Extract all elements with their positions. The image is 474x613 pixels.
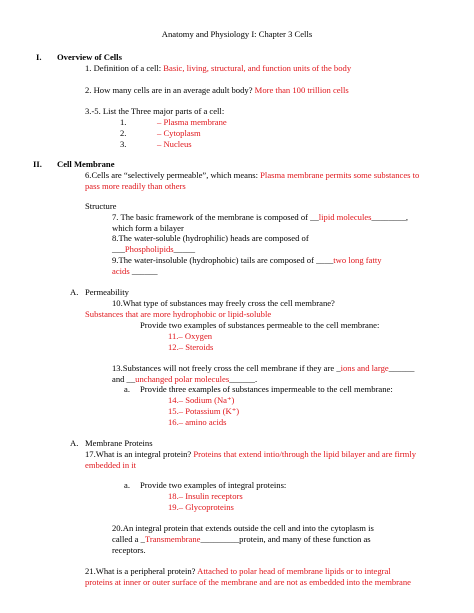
question-17-text: 17.What is an integral protein? (85, 449, 194, 459)
answer-7: lipid molecules (318, 212, 372, 222)
membrane-proteins-letter: A. (70, 438, 79, 448)
answer-1: Basic, living, structural, and function units of the body (163, 63, 352, 73)
permeability-letter: A. (70, 287, 79, 297)
question-20: 20.An integral protein that extends outside the cell and into the cytoplasm is (112, 523, 374, 533)
part-2-number: 2. (120, 128, 127, 138)
answer-9-line-2: acids (112, 266, 130, 276)
question-2 (85, 85, 349, 96)
membrane-proteins-heading: Membrane Proteins (85, 438, 153, 448)
answer-17-line-2: embedded in it (85, 460, 137, 470)
question-13-blank: ______ (388, 363, 415, 373)
answer-21-line-1: Attached to polar head of membrane lipids or to integral (197, 566, 391, 576)
question-9-text: 9.The water-insoluble (hydrophobic) tails are composed of ____ (112, 255, 334, 265)
part-3-number: 3. (120, 139, 127, 149)
question-6 (85, 170, 419, 181)
question-9-blank: ______ (129, 266, 158, 276)
section-1-number: I. (36, 52, 42, 62)
answer-19: 19.– Glycoproteins (168, 502, 234, 512)
question-8-blank-end: _____ (173, 244, 196, 254)
question-18-19: Provide two examples of integral proteins: (140, 480, 287, 490)
answer-13-part-2: unchanged polar molecules (135, 374, 230, 384)
question-17 (85, 449, 416, 460)
question-20-continued (112, 534, 371, 545)
answer-17-line-1: Proteins that extend intio/through the lipid bilayer and are firmly (193, 449, 417, 459)
question-10: 10.What type of substances may freely cross the cell membrane? (112, 298, 335, 308)
question-7-continued: which form a bilayer (112, 223, 184, 233)
question-13-and: and __ (112, 374, 136, 384)
question-8-blank-start: ___ (112, 244, 125, 254)
question-14-16: Provide three examples of substances impermeable to the cell membrane: (140, 384, 393, 394)
question-6-text: 6.Cells are “selectively permeable”, which means: (85, 170, 261, 180)
section-2-heading: Cell Membrane (57, 159, 115, 169)
structure-heading: Structure (85, 201, 117, 211)
question-11-12: Provide two examples of substances permeable to the cell membrane: (140, 320, 380, 330)
answer-10: Substances that are more hydrophobic or lipid-soluble (85, 309, 272, 319)
question-13 (112, 363, 414, 374)
question-3-5: 3.-5. List the Three major parts of a cell: (85, 106, 225, 116)
question-1-text: 1. Definition of a cell: (85, 63, 164, 73)
question-13-text: 13.Substances will not freely cross the cell membrane if they are _ (112, 363, 341, 373)
answer-8: Phospholipids (124, 244, 174, 254)
part-2-answer: – Cytoplasm (157, 128, 201, 138)
question-7-blank: ________, (371, 212, 409, 222)
permeability-heading: Permeability (85, 287, 129, 297)
answer-20: Transmembrane (144, 534, 201, 544)
answer-18: 18.– Insulin receptors (168, 491, 243, 501)
question-9-answer-line (112, 266, 158, 277)
answer-6-line-1: Plasma membrane permits some substances to (260, 170, 420, 180)
section-2-number: II. (33, 159, 42, 169)
answer-11: 11.– Oxygen (168, 331, 213, 341)
section-1-heading: Overview of Cells (57, 52, 122, 62)
question-8: 8.The water-soluble (hydrophilic) heads are composed of (112, 233, 309, 243)
part-3-answer: – Nucleus (157, 139, 192, 149)
question-7-text: 7. The basic framework of the membrane is composed of __ (112, 212, 319, 222)
answer-21-line-2: proteins at inner or outer surface of the membrane and are not as embedded into the membrane (85, 577, 411, 587)
answer-14: 14.– Sodium (Na⁺) (168, 395, 235, 405)
question-1 (85, 63, 351, 74)
question-9 (112, 255, 382, 266)
page-title: Anatomy and Physiology I: Chapter 3 Cells (161, 29, 313, 39)
question-14-16-letter: a. (124, 384, 130, 394)
question-20-end: receptors. (112, 545, 146, 555)
answer-12: 12.– Steroids (168, 342, 214, 352)
answer-9-line-1: two long fatty (333, 255, 382, 265)
part-1-answer: – Plasma membrane (157, 117, 227, 127)
question-7 (112, 212, 408, 223)
question-13-blank-end: ______. (229, 374, 258, 384)
question-20-rest: _________protein, and many of these function as (200, 534, 371, 544)
question-21 (85, 566, 391, 577)
answer-2: More than 100 trillion cells (254, 85, 349, 95)
part-1-number: 1. (120, 117, 127, 127)
answer-15: 15.– Potassium (K⁺) (168, 406, 240, 416)
answer-6-line-2: pass more readily than others (85, 181, 186, 191)
question-20-text: called a _ (112, 534, 145, 544)
question-21-text: 21.What is a peripheral protein? (85, 566, 198, 576)
question-18-19-letter: a. (124, 480, 130, 490)
answer-13-part-1: ions and large (340, 363, 389, 373)
question-8-answer-line (112, 244, 195, 255)
answer-16: 16.– amino acids (168, 417, 227, 427)
question-2-text: 2. How many cells are in an average adult body? (85, 85, 255, 95)
